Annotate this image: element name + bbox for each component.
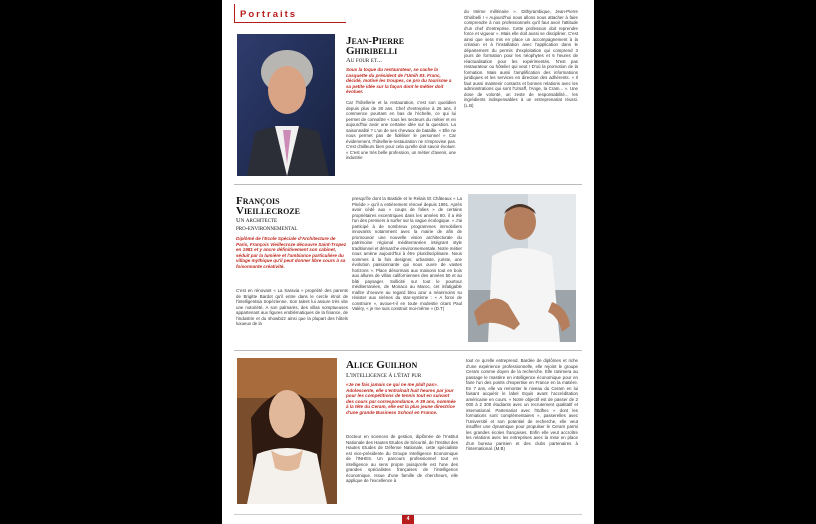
section-divider-2 — [234, 350, 582, 351]
portrait-1-body-col1: Car l'hôtellerie et la restauration, c'est son quotidien depuis plus de 30 ans. Chef d'entreprise à 26 ans, il commence pourtant en bas de l'échelle, ce qui lui permet de connaître « tous les secteurs du métier et en aujourd'hui avoir une certaine idée sur la question. La saisonnalité ? L'un de ses chevaux de bataille. « Elle ne nous permet pas de fidéliser le personnel » Car évidemment, l'hôtellerie-restauration ne s'improvise pas. C'est d'ailleurs bien pour cela qu'elle doit savoir évoluer. « C'est une très belle profession, un métier d'avenir, une industrie — [346, 100, 456, 160]
portrait-photo-ghiribelli — [237, 34, 335, 176]
portrait-2-name-line1: François — [236, 195, 280, 207]
portrait-3-name: Alice Guilhon — [346, 359, 418, 371]
portrait-2-subtitle-line1: Un architecte — [236, 217, 278, 224]
portrait-3-lead: «Je ne fais jamais ce qui ne me plaît pas». Adolescente, elle s'entraînait huit heures par jour pour les compétitions de tennis tout en suivant des cours par correspondance. A 39 ans, nommée à la tête du Ceram, elle est la plus jeune directrice d'une grande Business School en France. — [346, 382, 456, 415]
portrait-2-body-col2: presqu'île dont la Bastide et le Relais Et Châteaux « La Pinède » qu'il a entièrement rénové depuis 1991. Après avoir cédé aux « coups de folies » de certains propriétaires excentriques dans les années 80, il a été l'un des premiers à surfer sur la vague écologique. « J'ai participé à de nombreux programmes immobiliers innovants notamment avec la mairie de afin de promouvoir une nouvelle vision architecturale du patrimoine régional méditerranéen intégrant style traditionnel et démarche environnementale. Notre métier nous amène aujourd'hui à être pluridisciplinaire. Nous sommes à la fois designer, urbaniste, juriste, une évolution passionnante qui nous ouvre de vastes horizons ». Place désormais aux maisons tout en bois aux allures de villas californiennes des années 50 et au bâti paysager. Sollicité sur tout le pourtour méditerranéen, de Monaco au Maroc, cet infatigable maître d'oeuvre au regard bleu azur a néanmoins su résister aux sirènes du star-système : « A force de construire », avoue-t-il en toute modestie citant Paul Valéry, « je me suis construit moi-même » (D.T) — [352, 196, 462, 311]
section-title: Portraits — [240, 9, 298, 20]
portrait-2-name-line2: Vieillecroze — [236, 205, 300, 217]
portrait-3-body-col1: Docteur en sciences de gestion, diplômée de l'Institut Nationale des Hautes Etudes de Sécurité, de l'Institut des Hautes Etudes de Défense Nationale, cette spécialiste est vice-présidente du Groupe Intelligence Economique de l'INHES. Un parcours professionnel tout en intelligence au sens propre puisqu'elle est l'une des grandes spécialistes françaises de l'intelligence économique. Issue d'une famille de chercheurs, elle applique de l'excellence à — [346, 434, 458, 483]
portrait-2-body-col1: C'est en rénovant « La Saravia » propriété des parents de Brigitte Bardot qu'il entre dans le cercle étroit de l'intelligentsia tropézienne. Son talent lui assure très vite une notoriété. A son palmarès, des villas somptueuses appartenant aux figures emblématiques de la finance, de l'industrie et du showbizz ainsi que la plupart des hôtels luxueux de la — [236, 288, 348, 326]
portrait-1-name-line1: Jean-Pierre — [346, 35, 405, 47]
portrait-1-name-line2: Ghiribelli — [346, 45, 398, 57]
portrait-3-body-col2: tout ce qu'elle entreprend. Bardée de diplômes et riche d'une expérience professionnelle, elle rejoint le groupe Ceram comme doyen de la recherche. Elle ranimera au passage le mastère en intelligence économique pour en faire l'un des points d'expertise en France en la matière. En 7 ans, elle va remonter le niveau du Ceram en lui faisant acquérir le label Equis avant l'accréditation américaine en cours. « Notre objectif est de passer de 2 000 à 2 300 étudiants avec un recrutement qualitatif et international. Partenariat avec l'Edhec « dont les formations sont complémentaires », passerelles avec l'Université et son potentiel de recherche, elle veut insuffler une dynamique pour propulser le Ceram parmi les grandes écoles françaises. Enfin elle veut accroître les relations avec les entreprises avec la mise en place d'un bureau parisien et des clubs partenaires à l'international. (M.B) — [466, 358, 578, 451]
portrait-1-lead: Sous la toque du restaurateur, se cache la casquette du président de l'Umih 83. Franc, décidé, motivé les troupes, ce pro du tourisme a sa petite idée sur la façon dont le métier doit évoluer. — [346, 67, 452, 95]
portrait-2-subtitle-line2: pro-environnemental — [236, 225, 298, 232]
portrait-1-subtitle: Au four et... — [346, 57, 382, 64]
portrait-2-lead: Diplômé de l'Ecole Spéciale d'Architecture de Paris, François Vieillecroze découvre Saint-Tropez en 1981 et y ancre définitivement son cabinet, séduit par la lumière et l'ambiance particulière du village mythique qu'il peut donner libre cours à sa foisonnante créativité. — [236, 236, 347, 269]
portrait-photo-guilhon — [237, 358, 337, 504]
section-divider-1 — [234, 184, 582, 185]
title-rule-horizontal — [234, 22, 346, 23]
portrait-1-body-col2: du IIIème millénaire ». Dithyrambique, Jean-Pierre Ghiribelli ! « Aujourd'hui nous allons nous attacher à faire comprendre à nos professionnels qu'il faut avoir l'attitude d'un chef d'entreprise. Cette profession doit reprendre force et vigueur ». Mais elle doit aussi se discipliner. C'est ainsi que sera mis en place un accompagnement à la création et à l'installation avec l'application dans le département du permis d'exploitation qui comprend 3 jours de formation pour les néophytes et 6 heures de réactualisation pour les expérimentés. N'est pas restaurateur ou hôtelier qui veut ! D'où la promotion de la formation. Mais aussi l'amplification des informations juridiques et les services en direction des adhérents. « Il faut aussi maintenir contacts et bonnes relations avec les administrations qui sont l'Ursaff, l'Ange, la Cram... ». Une dose de volonté, un zeste de responsabilité... les ingrédients indispensables à un entreprenariat réussi. (L.B) — [464, 9, 578, 108]
title-rule-vertical — [234, 4, 235, 22]
portrait-photo-vieillecroze — [468, 194, 576, 342]
magazine-page — [222, 0, 594, 524]
page-number: 4 — [402, 515, 414, 524]
portrait-3-subtitle: L'intelligence à l'état pur — [346, 372, 422, 379]
